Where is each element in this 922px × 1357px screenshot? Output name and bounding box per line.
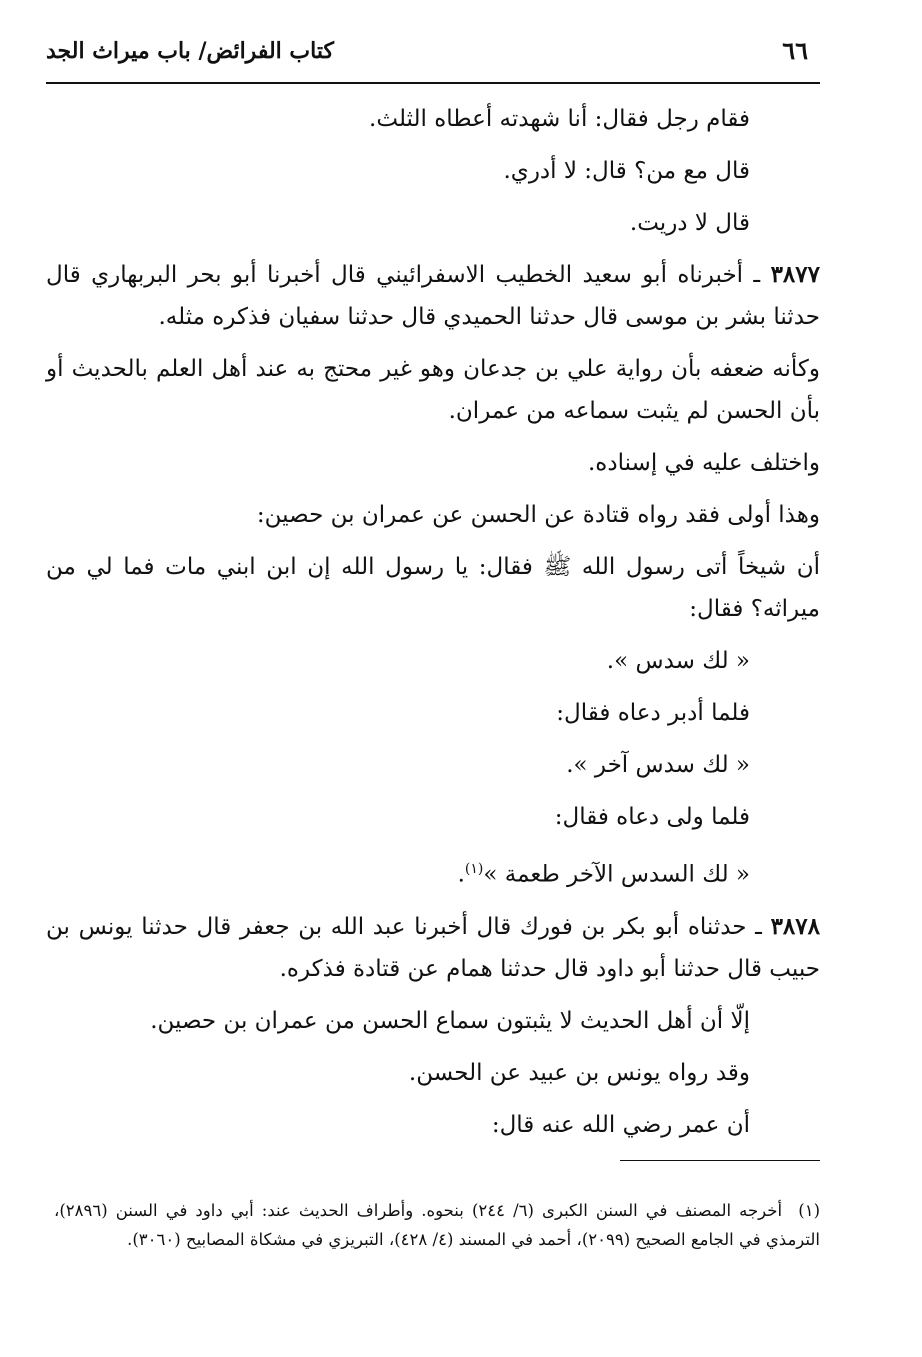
paragraph — [46, 202, 820, 244]
paragraph-text: فقام رجل فقال: أنا شهدته أعطاه الثلث. — [369, 106, 750, 132]
footnote-text: أخرجه المصنف في السنن الكبرى (٦/ ٢٤٤) بنحوه. وأطراف الحديث عند: أبي داود في السنن (٢٨٩٦)، الترمذي في الجامع الصحيح (٢٠٩٩)، أحمد في المسند (٤/ ٤٢٨)، التبريزي في مشكاة المصابيح (٣٠٦٠). — [54, 1201, 820, 1249]
running-title: كتاب الفرائض/ باب ميراث الجد — [46, 38, 334, 64]
paragraph — [46, 1000, 820, 1042]
paragraph-text: « لك السدس الآخر طعمة » — [483, 861, 750, 888]
paragraph — [46, 546, 820, 630]
page-header — [46, 32, 820, 84]
hadith-paragraph — [46, 254, 820, 338]
footnote-divider — [620, 1160, 820, 1161]
paragraph — [46, 744, 820, 786]
paragraph-text: « لك سدس ». — [606, 648, 750, 674]
paragraph — [46, 442, 820, 484]
paragraph-text: وقد رواه يونس بن عبيد عن الحسن. — [408, 1059, 750, 1086]
paragraph — [46, 98, 820, 140]
paragraph — [46, 640, 820, 682]
paragraph-text: قال لا دريت. — [629, 210, 750, 236]
page-number: ٦٦ — [782, 36, 808, 65]
paragraph-text: وهذا أولى فقد رواه قتادة عن الحسن عن عمران بن حصين: — [256, 502, 820, 528]
footnote-marker: (١) — [464, 861, 484, 877]
footnotes — [54, 1196, 820, 1254]
paragraph-text: فلما أدبر دعاه فقال: — [556, 700, 750, 726]
paragraph-tail: . — [457, 861, 465, 888]
footnote — [54, 1196, 820, 1254]
paragraph-text: فلما ولى دعاه فقال: — [554, 804, 750, 830]
paragraph-text: ـ حدثناه أبو بكر بن فورك قال أخبرنا عبد الله بن جعفر قال حدثنا يونس بن حبيب قال حدثنا أبو داود قال حدثنا همام عن قتادة فذكره. — [46, 913, 820, 982]
paragraph — [46, 692, 820, 734]
paragraph-text: إلّا أن أهل الحديث لا يثبتون سماع الحسن من عمران بن حصين. — [150, 1007, 750, 1034]
paragraph-text: واختلف عليه في إسناده. — [588, 450, 820, 476]
hadith-number: ٣٨٧٧ — [770, 261, 820, 288]
paragraph — [46, 150, 820, 192]
paragraph — [46, 494, 820, 536]
footnote-number: (١) — [798, 1201, 820, 1220]
paragraph — [46, 796, 820, 838]
hadith-number: ٣٨٧٨ — [770, 912, 820, 940]
paragraph-text: « لك سدس آخر ». — [566, 752, 750, 778]
paragraph-text: قال مع من؟ قال: لا أدري. — [503, 158, 750, 184]
hadith-paragraph — [46, 906, 820, 990]
paragraph-text: وكأنه ضعفه بأن رواية علي بن جدعان وهو غير محتج به عند أهل العلم بالحديث أو بأن الحسن لم يثبت سماعه من عمران. — [46, 356, 820, 424]
paragraph — [46, 1052, 820, 1094]
paragraph — [46, 1104, 820, 1146]
paragraph-text: أن عمر رضي الله عنه قال: — [491, 1111, 750, 1138]
paragraph — [46, 348, 820, 432]
paragraph-text: أن شيخاً أتى رسول الله ﷺ فقال: يا رسول الله إن ابن ابني مات فما لي من ميراثه؟ فقال: — [46, 554, 820, 622]
paragraph — [46, 848, 820, 896]
main-text — [46, 98, 820, 1156]
paragraph-text: ـ أخبرناه أبو سعيد الخطيب الاسفرائيني قال أخبرنا أبو بحر البربهاري قال حدثنا بشر بن موسى قال حدثنا الحميدي قال حدثنا سفيان فذكره مثله. — [46, 262, 820, 330]
